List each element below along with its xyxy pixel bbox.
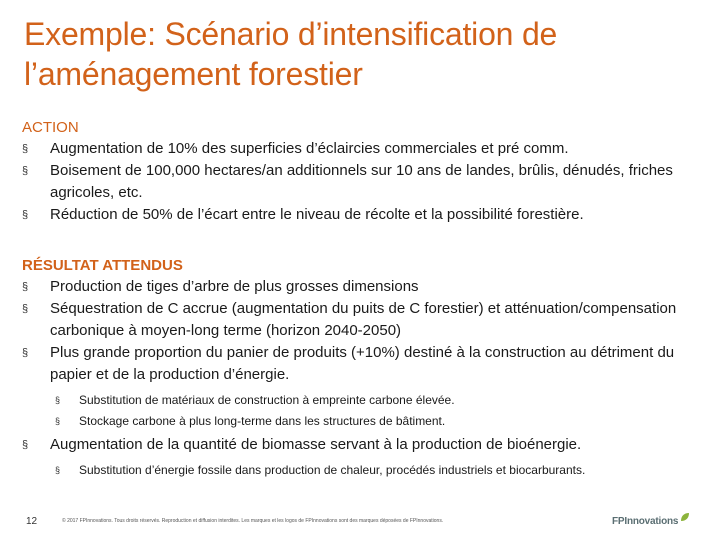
list-item: [22, 342, 702, 432]
sub-list-item-text: Substitution de matériaux de construction à empreinte carbone élevée.: [79, 393, 455, 407]
sub-list-item-text: Stockage carbone à plus long-terme dans les structures de bâtiment.: [79, 414, 446, 428]
list-item: [22, 276, 702, 298]
footer: [0, 506, 720, 540]
bullet-icon: §: [55, 395, 61, 405]
sub-list-item-text: Substitution d’énergie fossile dans production de chaleur, procédés industriels et biocarburants.: [79, 463, 586, 477]
bullet-icon: §: [22, 281, 29, 293]
copyright-notice: © 2017 FPInnovations. Tous droits réservés. Reproduction et diffusion interdites. Les marques et les logos de FPInnovations sont des marques déposées de FPInnovations.: [62, 518, 444, 524]
bullet-icon: §: [22, 209, 29, 221]
leaf-icon: [680, 512, 690, 522]
logo-text: FPInnovations: [612, 516, 679, 527]
bullet-icon: §: [22, 347, 29, 359]
list-item-text: Séquestration de C accrue (augmentation du puits de C forestier) et atténuation/compensation carbonique à moyen-long terme (horizon 2040-2050): [50, 300, 677, 339]
list-item-text: Boisement de 100,000 hectares/an additionnels sur 10 ans de landes, brûlis, dénudés, friches agricoles, etc.: [50, 162, 673, 201]
action-section: [22, 118, 702, 226]
sub-list-item: [52, 460, 702, 481]
results-heading: RÉSULTAT ATTENDUS: [22, 257, 183, 274]
results-list: [22, 276, 702, 481]
list-item-text: Augmentation de 10% des superficies d’éclaircies commerciales et pré comm.: [50, 140, 569, 157]
list-item: [22, 298, 702, 342]
bullet-icon: §: [22, 303, 29, 315]
action-heading: ACTION: [22, 119, 79, 136]
action-list: [22, 138, 702, 226]
list-item: [22, 160, 702, 204]
fpinnovations-logo: [612, 512, 692, 532]
page-number: 12: [26, 516, 38, 527]
slide-title: Exemple: Scénario d’intensification de l’aménagement forestier: [24, 16, 558, 92]
list-item: [22, 204, 702, 226]
bullet-icon: §: [55, 416, 61, 426]
list-item-text: Augmentation de la quantité de biomasse servant à la production de bioénergie.: [50, 436, 582, 453]
list-item: [22, 138, 702, 160]
list-item-text: Réduction de 50% de l’écart entre le niveau de récolte et la possibilité forestière.: [50, 206, 584, 223]
bullet-icon: §: [55, 465, 61, 475]
sub-list-item: [52, 411, 702, 432]
list-item: [22, 434, 702, 481]
bioenergy-sublist: [50, 460, 702, 481]
sub-list-item: [52, 390, 702, 411]
bullet-icon: §: [22, 165, 29, 177]
list-item-text: Production de tiges d’arbre de plus grosses dimensions: [50, 278, 419, 295]
construction-sublist: [50, 390, 702, 432]
bullet-icon: §: [22, 439, 29, 451]
bullet-icon: §: [22, 143, 29, 155]
results-section: [22, 256, 702, 483]
list-item-text: Plus grande proportion du panier de produits (+10%) destiné à la construction au détriment du papier et de la production d’énergie.: [50, 344, 675, 383]
